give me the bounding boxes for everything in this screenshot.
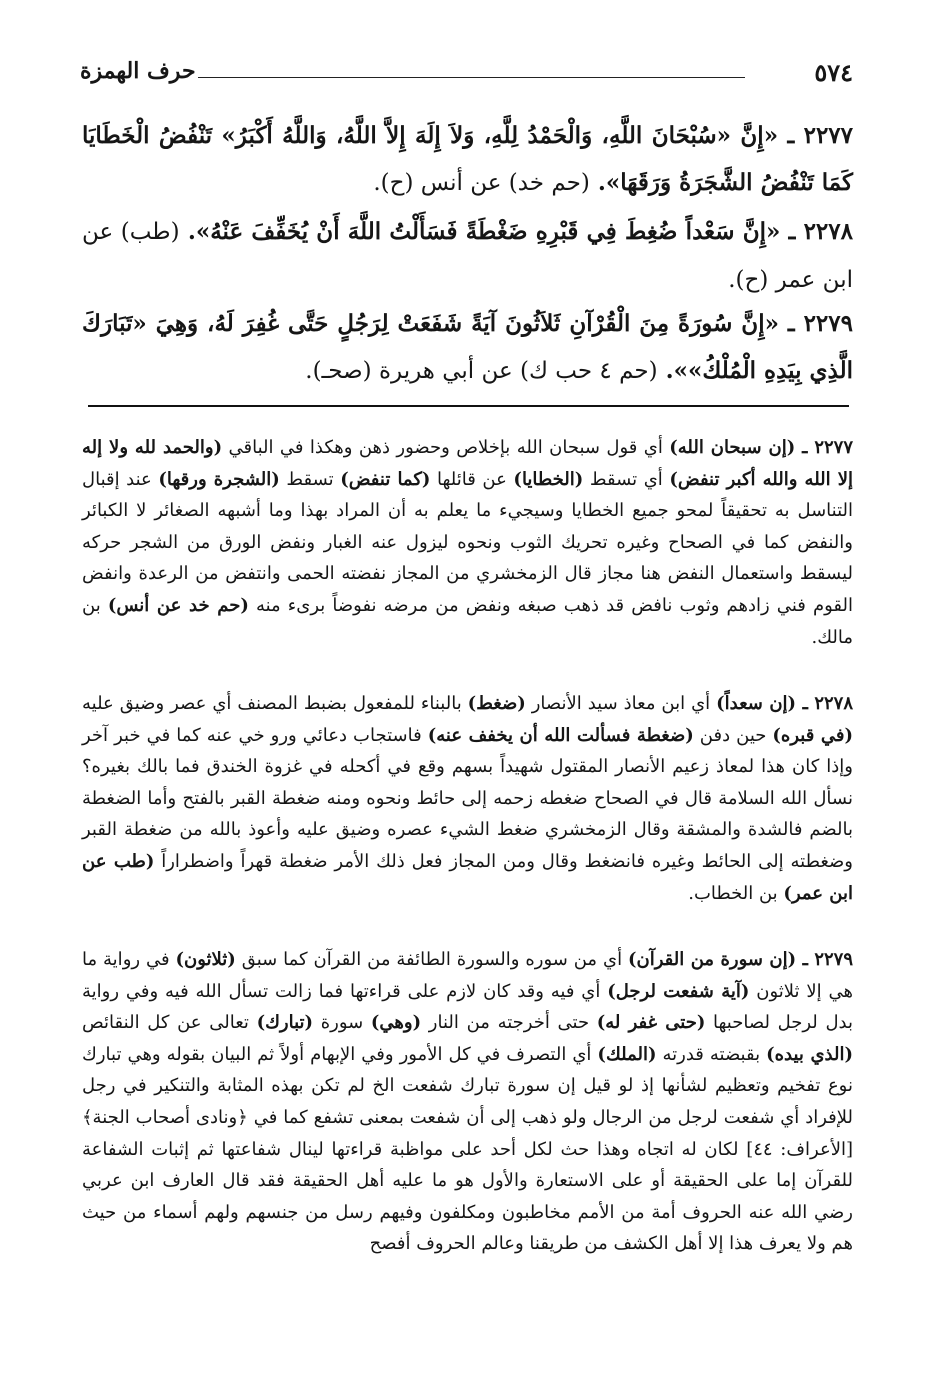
hadith-reference: (حم ٤ حب ك) عن أبي هريرة (صحـ).	[305, 358, 658, 384]
commentary-text: بالبناء للمفعول بضبط المصنف أي عصر وضيق عليه	[82, 693, 468, 714]
hadith-number: ٢٢٧٧ ـ	[787, 122, 854, 149]
commentary-text: تعالى عن كل النقائص	[82, 1012, 257, 1034]
commentary-text: بن مالك.	[82, 594, 853, 648]
page-number: ٥٧٤	[814, 58, 853, 87]
commentary-text: أي التصرف في كل الأمور وفي الإبهام أولاً ثم البيان بقوله وهي تبارك نوع تفخيم وتعظيم لشأنها إذ لو قيل إن سورة تبارك شفعت الخ لم تكن بهذه المثابة والتنكير في رجل للإفراد أي شفعت لرجل من الرجال ولو ذهب إلى أن شفعت بمعنى تشفع كما في ﴿ونادى أصحاب الجنة﴾ [الأعراف: ٤٤] لكان له اتجاه وهذا حث لكل أحد على مواظبة قراءتها لينال شفاعتها ثم إثبات الشفاعة للقرآن إما على الحقيقة أو على الاستعارة والأول هو ما عليه أهل الحقيقة فقد قال العارف ابن عربي رضي الله عنه الحروف أمة من الأمم مخاطبون ومكلفون وفيهم رسل من جنسهم ولهم أسماء من حيث هم ولا يعرف هذا إلا أهل الكشف من طريقنا وعالم الحروف أفصح	[82, 1043, 853, 1255]
commentary-quote: ٢٢٧٩ ـ (إن سورة من القرآن)	[627, 949, 853, 970]
commentary-quote: (الذي بيده)	[766, 1043, 853, 1065]
commentary-quote: (ضغطة فسألت الله أن يخفف عنه)	[427, 724, 694, 746]
commentary-text: أي فيه وقد كان لازم على قراءتها فما زالت تسأل الله فيه وفي رواية بدل لرجل لصاحبها	[82, 980, 853, 1034]
commentary-quote: ٢٢٧٨ ـ (إن سعداً)	[716, 693, 854, 714]
commentary-quote: (في قبره)	[772, 724, 854, 746]
commentary-quote: (تبارك)	[256, 1012, 314, 1034]
commentary-text: أي قول سبحان الله بإخلاص وحضور ذهن وهكذا في الباقي	[222, 437, 670, 458]
hadith-number: ٢٢٧٩ ـ	[787, 310, 853, 337]
hadith-text: «إِنَّ «سُبْحَانَ اللَّهِ، وَالْحَمْدُ لِلَّهِ، وَلاَ إِلَهَ إِلاَّ اللَّهُ، وَاللَّهُ أَكْبَرُ» تَنْفُضُ الْخَطَايَا كَمَا تَنْفُضُ الشَّجَرَةُ وَرَقَهَا».	[82, 122, 853, 196]
hadith-number: ٢٢٧٨ ـ	[788, 218, 853, 245]
hadith-text: «إِنَّ سُورَةً مِنَ الْقُرْآنِ ثَلاَثُونَ آيَةً شَفَعَتْ لِرَجُلٍ حَتَّى غُفِرَ لَهُ، وَهِيَ «تَبَارَكَ الَّذِي بِيَدِهِ الْمُلْكُ»».	[82, 310, 853, 384]
hadith-2278	[82, 208, 853, 304]
commentary-text: فاستجاب دعائي ورو خي عنه كما في خبر آخر وإذا كان هذا لمعاذ زعيم الأنصار المقتول شهيداً بسهم وقع في أكحله في غزوة الخندق فما بالك بغيره؟ نسأل الله السلامة قال في الصحاح ضغطه زحمه إلى حائط ونحوه ومنه ضغطة القبر بالفتح وأما الضغطة بالضم فالشدة والمشقة وقال الزمخشري ضغط الشيء عصره وضيق عليه وأعوذ بالله من ضغطة القبر وضغطته إلى الحائط وغيره فانضغط وقال ومن المجاز فعل ذلك الأمر ضغطة قهراً واضطراراً	[82, 724, 854, 872]
commentary-quote: (آية شفعت لرجل)	[607, 980, 750, 1002]
section-divider	[88, 405, 849, 407]
hadith-reference: (طب) عن ابن عمر (ح).	[82, 219, 853, 293]
commentary-2279	[82, 944, 853, 1260]
commentary-text: حين دفن	[693, 724, 773, 746]
hadith-2279	[82, 300, 853, 395]
page-header	[80, 52, 853, 96]
commentary-text: عن قائلها	[430, 468, 514, 490]
commentary-text: أي ابن معاذ سيد الأنصار	[525, 693, 717, 714]
commentary-text: عند إقبال التناسل به تحقيقاً لمحو جميع الخطايا وسيجيء ما يعلم به أن المراد بهذا وما أشبهه الصغائر لا الكبائر والنفض كما في الصحاح وغيره تحريك الثوب ونحوه ليزول عنه الغبار ونفض الورق من الشجر حركه ليسقط واستعمال النفض هنا مجاز قال الزمخشري من المجاز نفضته الحمى وانتفض من الرعدة وانفض القوم فني زادهم وثوب نافض قد ذهب صبغه ونفض من مرضه نفوضاً برىء منه	[82, 468, 853, 616]
commentary-quote: (الملك)	[597, 1043, 657, 1065]
commentary-text: أي من سوره والسورة الطائفة من القرآن كما سبق	[235, 949, 628, 970]
commentary-quote: (الشجرة ورقها)	[158, 468, 280, 490]
commentary-2278	[82, 688, 853, 909]
hadith-text: «إِنَّ سَعْداً ضُغِطَ فِي قَبْرِهِ ضَغْطَةً فَسَأَلْتُ اللَّهَ أَنْ يُخَفِّفَ عَنْهُ».	[187, 218, 781, 245]
commentary-quote: (طب عن ابن عمر)	[82, 850, 853, 904]
commentary-quote: (ثلاثون)	[175, 949, 236, 970]
commentary-quote: ٢٢٧٧ ـ (إن سبحان الله)	[669, 437, 854, 458]
hadith-2277	[82, 112, 853, 207]
commentary-quote: (والحمد لله ولا إله إلا الله والله أكبر تنفض)	[82, 437, 854, 490]
commentary-quote: (ضغط)	[467, 693, 526, 714]
commentary-text: تسقط	[279, 468, 341, 490]
commentary-quote: (حم خد عن أنس)	[107, 594, 249, 616]
commentary-text: أي تسقط	[583, 468, 670, 490]
commentary-2277	[82, 432, 853, 653]
commentary-text: في رواية ما هي إلا ثلاثون	[82, 949, 853, 1002]
hadith-reference: (حم خد) عن أنس (ح).	[373, 170, 590, 196]
commentary-text: بن الخطاب.	[688, 882, 784, 904]
commentary-quote: (الخطايا)	[513, 468, 584, 490]
commentary-quote: (كما تنفض)	[340, 468, 431, 490]
commentary-text: بقبضته قدرته	[656, 1043, 767, 1065]
section-title: حرف الهمزة	[80, 58, 196, 84]
commentary-quote: (حتى غفر له)	[596, 1012, 706, 1034]
commentary-text: سورة	[313, 1012, 371, 1034]
header-rule	[198, 77, 745, 78]
commentary-text: حتى أخرجته من النار	[421, 1012, 597, 1034]
commentary-quote: (وهي)	[370, 1012, 422, 1034]
